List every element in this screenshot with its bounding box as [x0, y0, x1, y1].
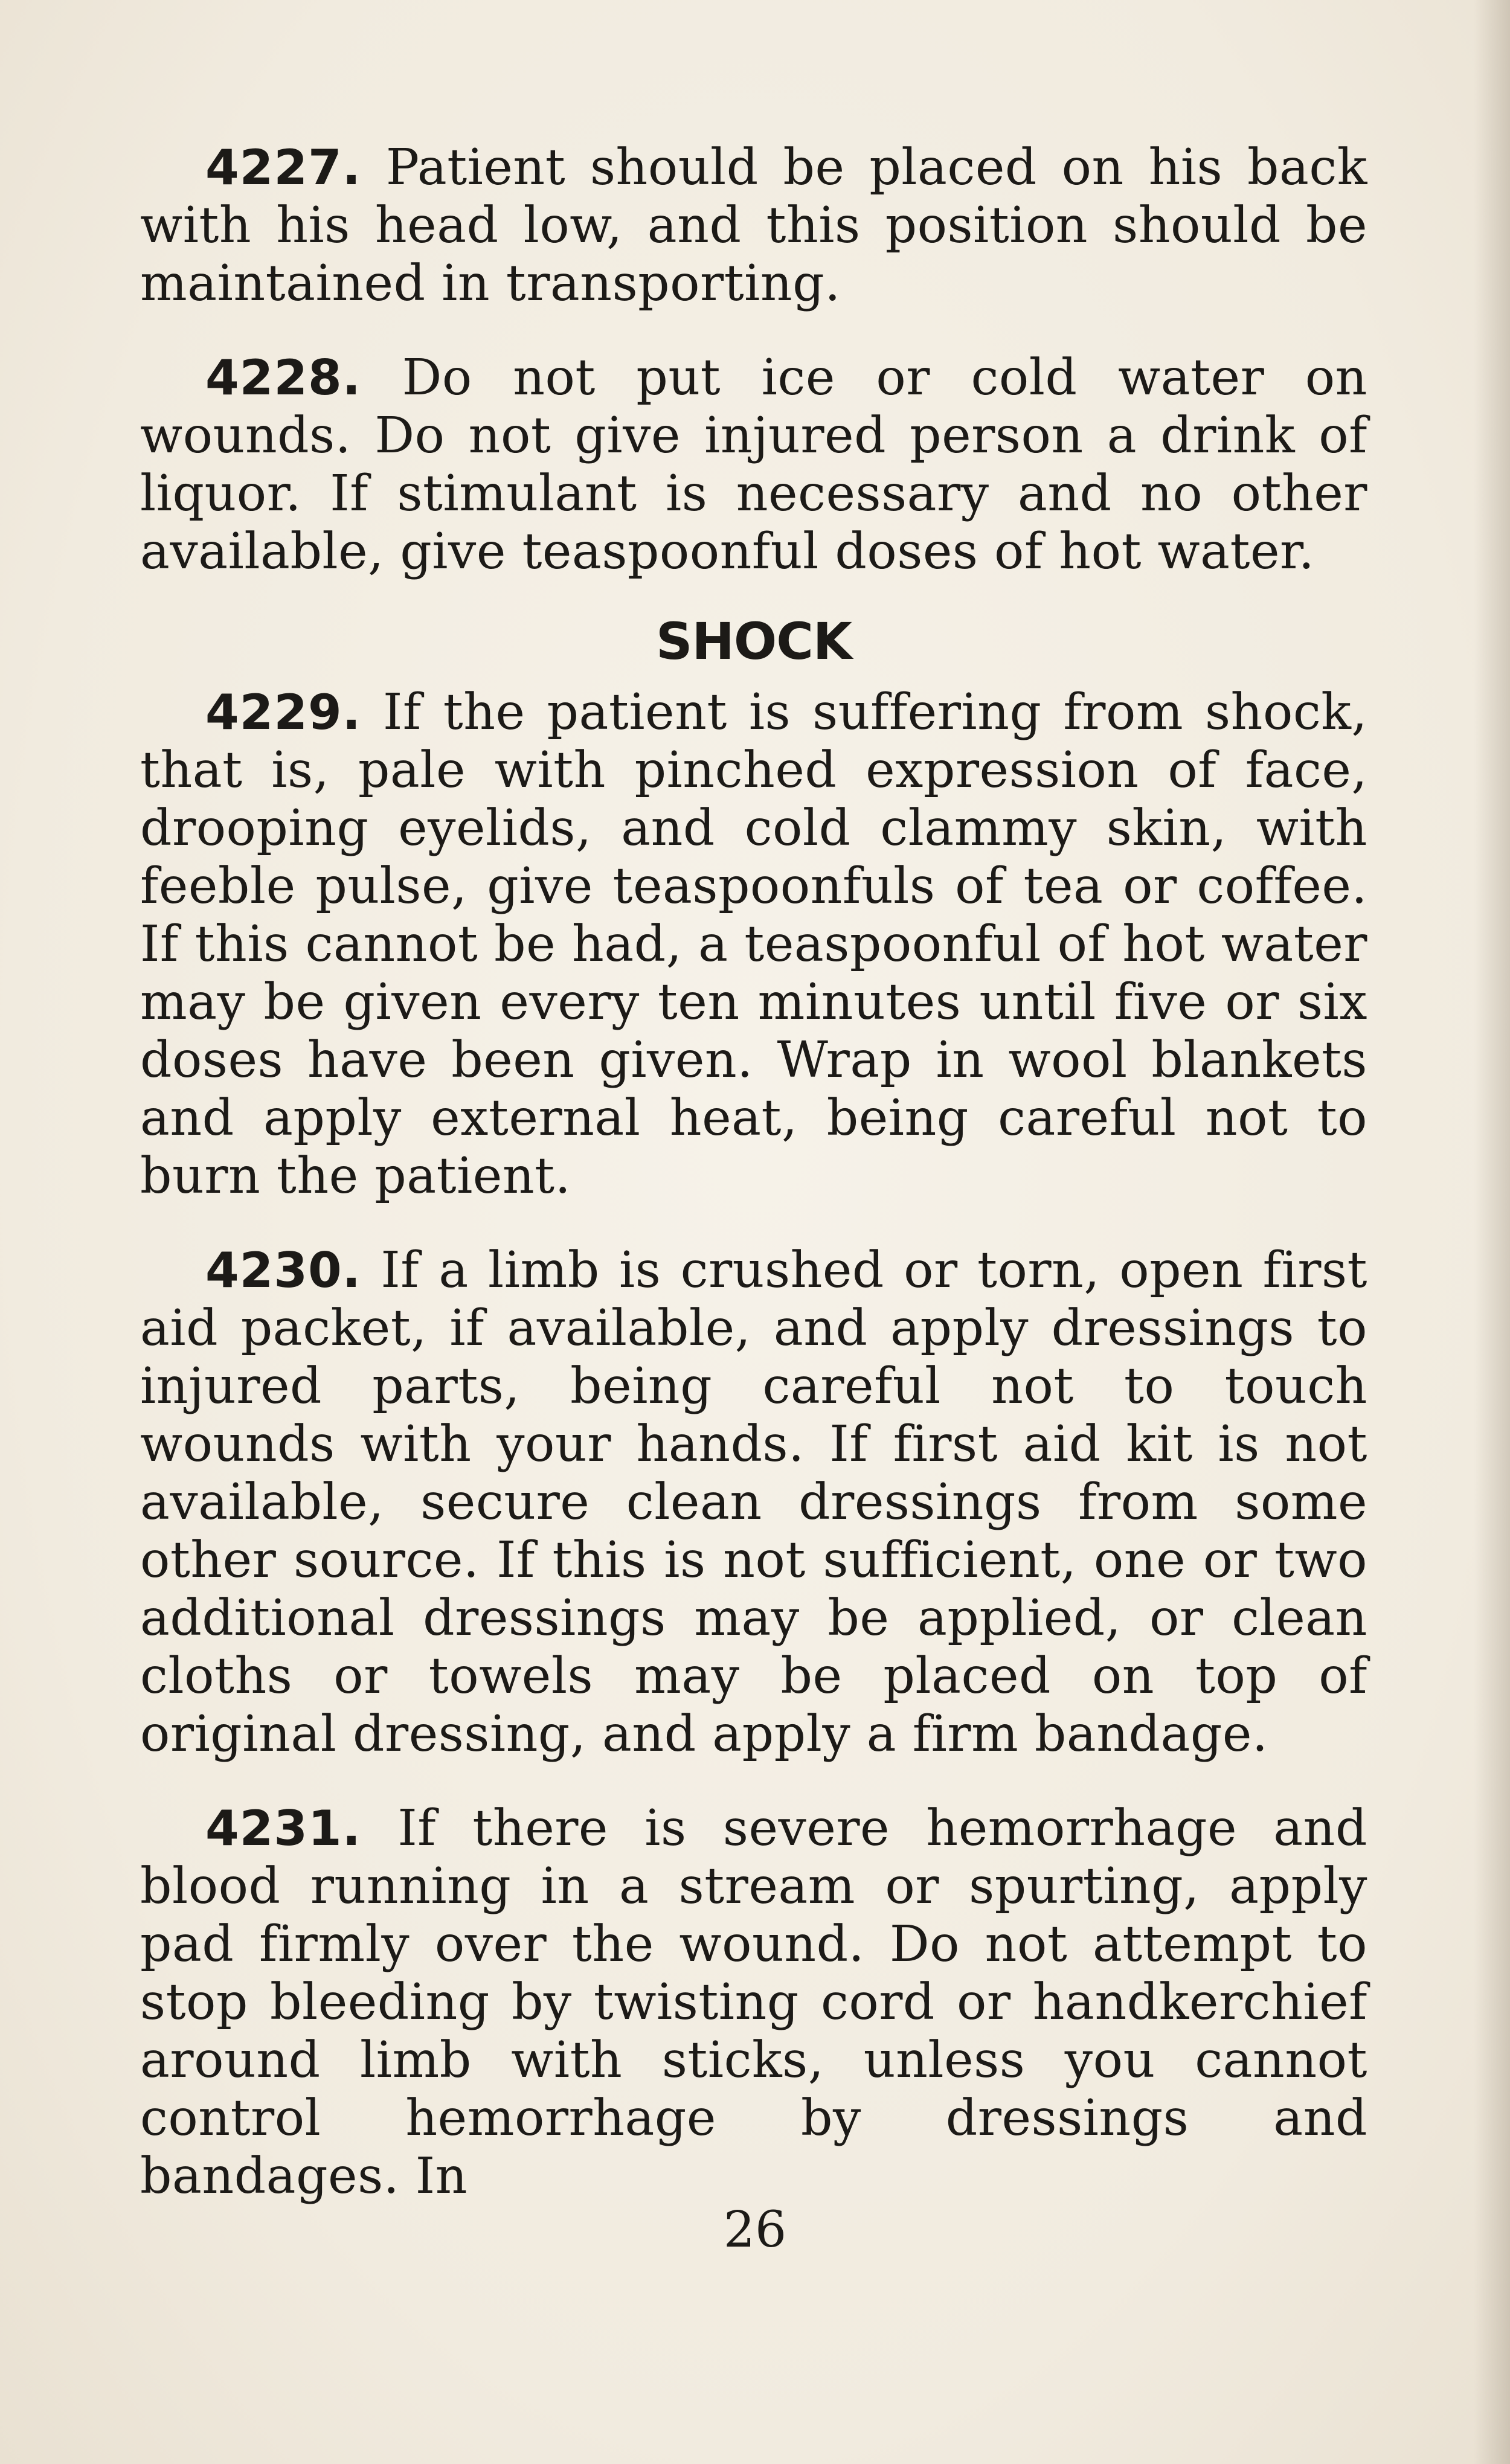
paragraph-number: 4230. — [205, 1242, 362, 1298]
page-number: 26 — [723, 2201, 787, 2259]
paragraph-4231 — [140, 1800, 1367, 2206]
paragraph-number: 4228. — [205, 350, 362, 406]
paragraph-number: 4231. — [205, 1800, 362, 1856]
paragraph-4230 — [140, 1242, 1367, 1763]
paragraph-text: If a limb is crushed or torn, open first aid packet, if available, and apply dressings to injured parts, being careful not to touch wounds with your hands. If first aid kit is not available, secure clean dressings from some other source. If this is not sufficient, one or two additional dressings may be applied, or clean cloths or towels may be placed on top of original dressing, and apply a firm bandage. — [140, 1242, 1367, 1763]
paragraph-4229 — [140, 684, 1367, 1205]
page-edge-shadow — [1474, 0, 1510, 2464]
paragraph-text: If the patient is suffering from shock, that is, pale with pinched expression of face, drooping eyelids, and cold clammy skin, with feeble pulse, give teaspoonfuls of tea or coffee. If this cannot be had, a teaspoonful of hot water may be given every ten minutes until five or six doses have been given. Wrap in wool blankets and apply external heat, being careful not to burn the patient. — [140, 684, 1367, 1205]
paragraph-text: Patient should be placed on his back with his head low, and this position should be maintained in transporting. — [140, 139, 1367, 312]
paragraph-4228 — [140, 349, 1367, 581]
paragraph-text: Do not put ice or cold water on wounds. Do not give injured person a drink of liquor. If stimulant is necessary and no other available, give teaspoonful doses of hot water. — [140, 349, 1367, 580]
paragraph-number: 4227. — [205, 140, 362, 196]
paragraph-4227 — [140, 139, 1367, 313]
paragraph-number: 4229. — [205, 684, 362, 740]
section-heading: SHOCK — [656, 612, 852, 671]
paragraph-text: If there is severe hemorrhage and blood running in a stream or spurting, apply pad firmly over the wound. Do not attempt to stop bleeding by twisting cord or handkerchief around limb with sticks, unless you cannot control hemorrhage by dressings and bandages. In — [140, 1800, 1367, 2205]
page-body — [140, 139, 1367, 2242]
